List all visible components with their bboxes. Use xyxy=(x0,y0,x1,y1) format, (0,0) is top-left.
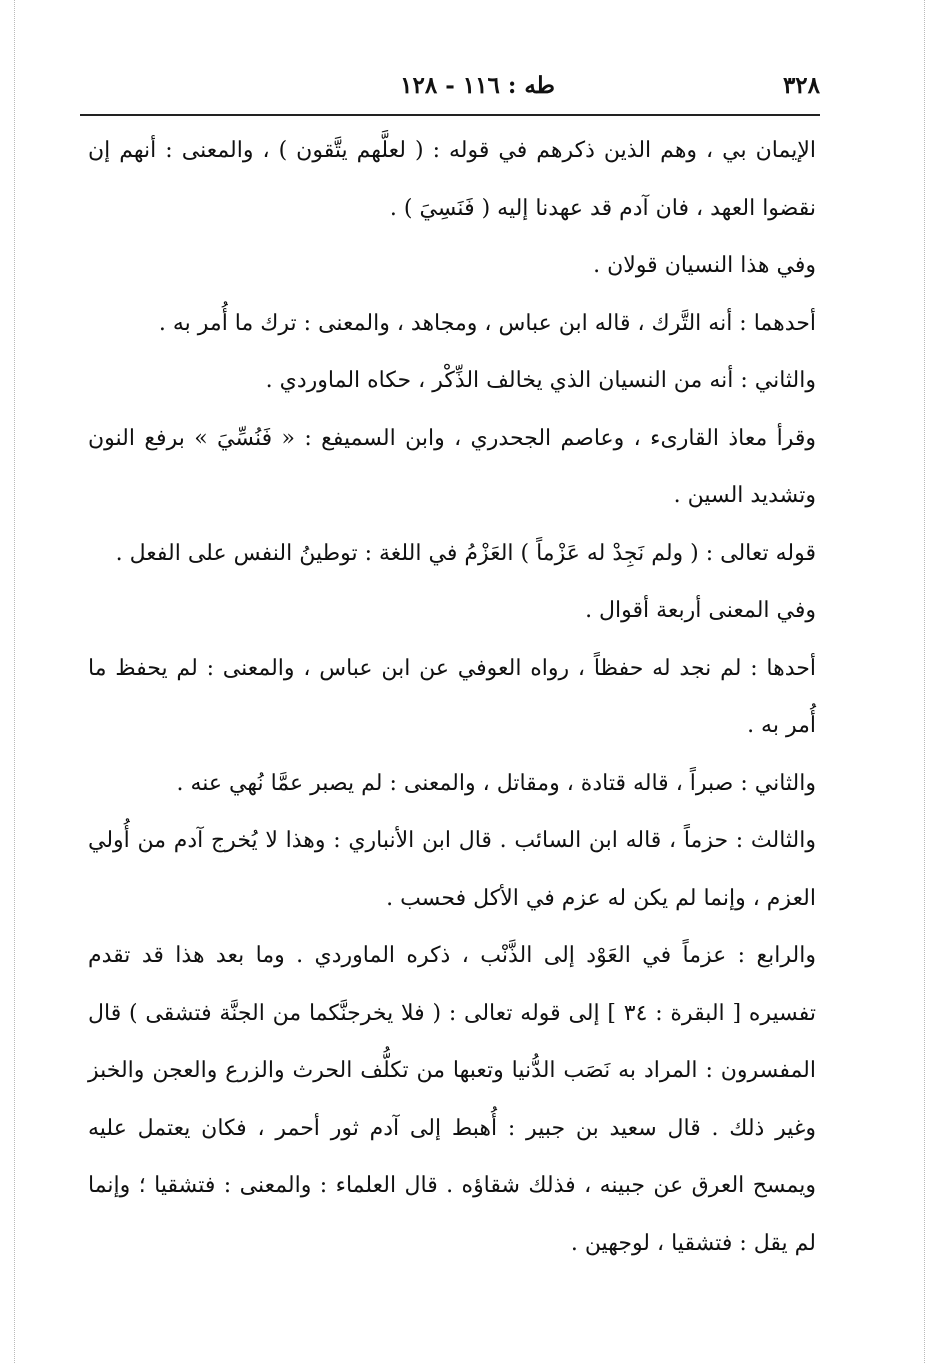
paragraph-8: أحدها : لم نجد له حفظاً ، رواه العوفي عن ابن عباس ، والمعنى : لم يحفظ ما أُمر به . xyxy=(88,655,816,738)
page-header xyxy=(80,70,820,114)
paragraph-3: أحدهما : أنه التَّرك ، قاله ابن عباس ، ومجاهد ، والمعنى : ترك ما أُمر به . xyxy=(158,310,816,336)
right-dotted-margin xyxy=(924,0,925,1363)
body-text xyxy=(88,122,816,1272)
paragraph-11: والرابع : عزماً في العَوْد إلى الذَّنْب ، ذكره الماوردي . وما بعد هذا قد تقدم تفسيره [ البقرة : ٣٤ ] إلى قوله تعالى : ( فلا يخرجنَّكما من الجنَّة فتشقى ) قال المفسرون : المراد به نَصَب الدُّنيا وتعبها من تكلُّف الحرث والزرع والعجن والخبز وغير ذلك . قال سعيد بن جبير : أُهبط إلى آدم ثور أحمر ، فكان يعتمل عليه ويمسح العرق عن جبينه ، فذلك شقاؤه . قال العلماء : والمعنى : فتشقيا ؛ وإنما لم يقل : فتشقيا ، لوجهين . xyxy=(88,943,816,1256)
header-rule xyxy=(80,114,820,116)
paragraph-6: قوله تعالى : ( ولم نَجِدْ له عَزْماً ) العَزْمُ في اللغة : توطينُ النفس على الفعل . xyxy=(115,540,816,566)
paragraph-10: والثالث : حزماً ، قاله ابن السائب . قال ابن الأنباري : وهذا لا يُخرج آدم من أُولي العزم ، وإنما لم يكن له عزم في الأكل فحسب . xyxy=(88,828,816,911)
paragraph-4: والثاني : أنه من النسيان الذي يخالف الذِّكْر ، حكاه الماوردي . xyxy=(265,368,816,393)
paragraph-5: وقرأ معاذ القارىء ، وعاصم الجحدري ، وابن السميفع : « فَنُسِّيَ » برفع النون وتشديد السين . xyxy=(88,425,816,508)
paragraph-9: والثاني : صبراً ، قاله قتادة ، ومقاتل ، والمعنى : لم يصبر عمَّا نُهي عنه . xyxy=(176,770,816,796)
paragraph-2: وفي هذا النسيان قولان . xyxy=(593,253,816,278)
left-dotted-margin xyxy=(14,0,15,1363)
running-head: طه : ١١٦ - ١٢٨ xyxy=(400,72,555,99)
paragraph-1: الإيمان بي ، وهم الذين ذكرهم في قوله : ( لعلَّهم يتَّقون ) ، والمعنى : أنهم إن نقضوا العهد ، فان آدم قد عهدنا إليه ( فَنَسِيَ ) . xyxy=(88,138,816,221)
paragraph-7: وفي المعنى أربعة أقوال . xyxy=(585,598,816,623)
page-number: ٣٢٨ xyxy=(782,72,820,99)
